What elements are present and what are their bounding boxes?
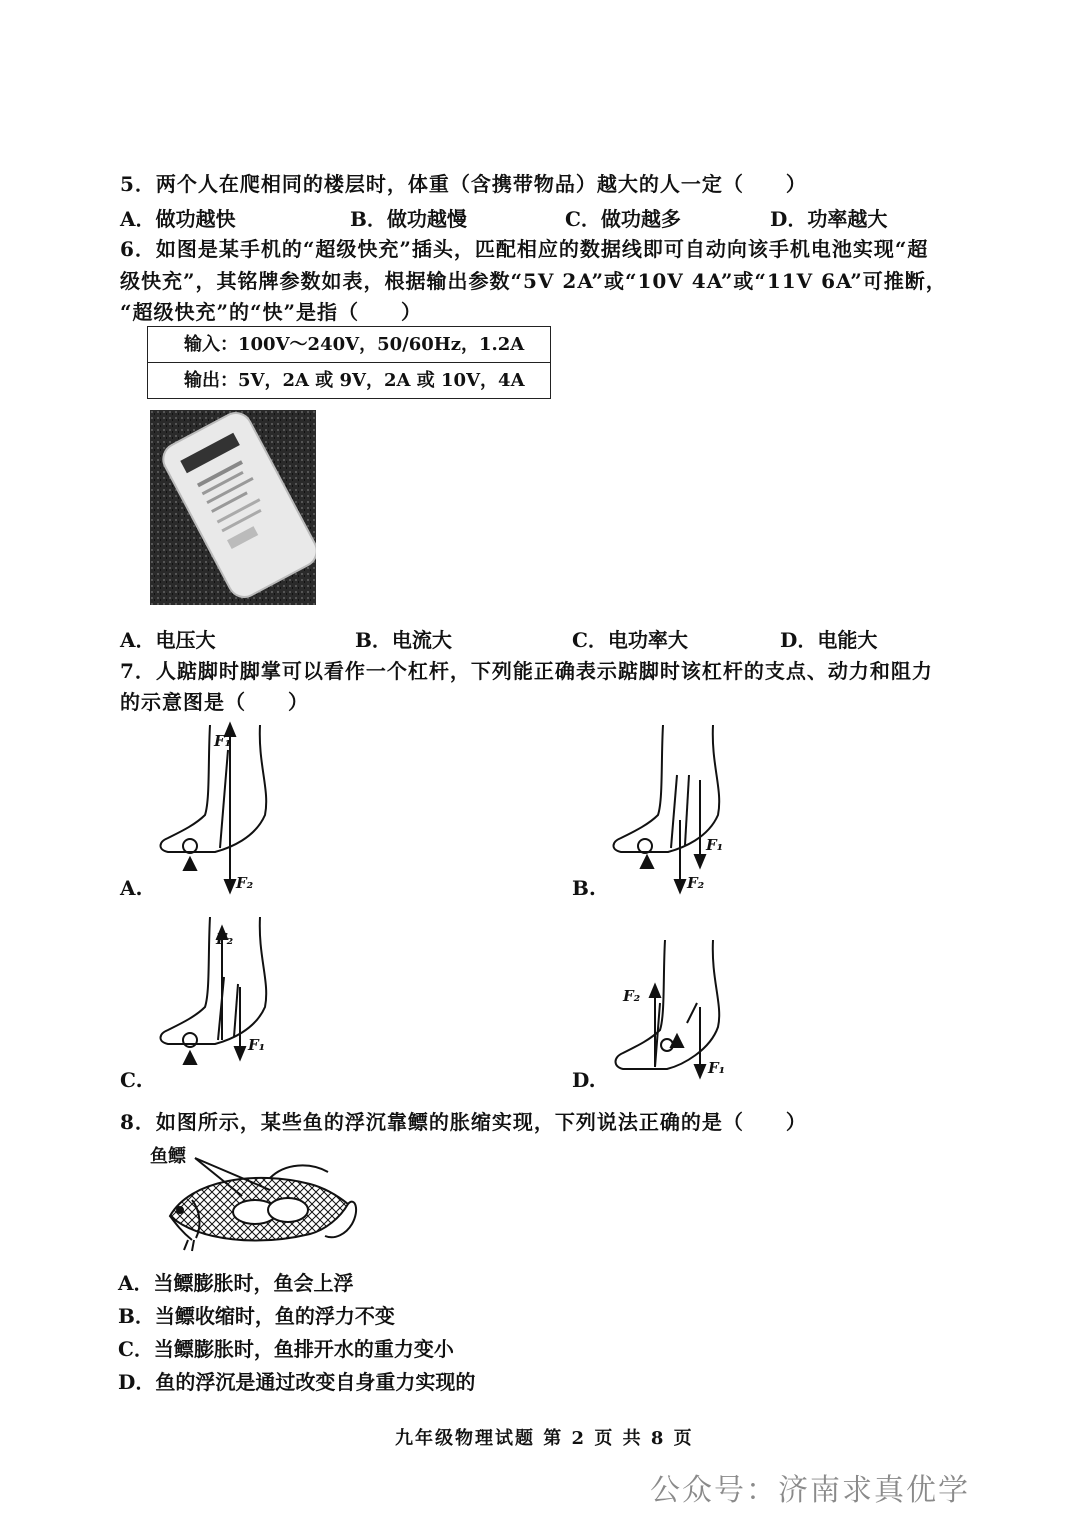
q7-c-force-side: F₁ xyxy=(248,1036,266,1054)
q5-option-b: B．做功越慢 xyxy=(350,207,467,231)
q7-label-c: C. xyxy=(120,1068,143,1092)
q7-figure-c xyxy=(150,912,290,1096)
q7-figure-b xyxy=(605,720,745,904)
q6-option-b: B．电流大 xyxy=(355,628,452,652)
q6-stem-line3: “超级快充”的“快”是指（ ） xyxy=(120,300,423,324)
q6-option-a: A．电压大 xyxy=(120,628,216,652)
q5-stem: 5．两个人在爬相同的楼层时，体重（含携带物品）越大的人一定（ ） xyxy=(120,172,807,196)
fish-bladder-label: 鱼鳔 xyxy=(150,1146,186,1167)
q6-option-c: C．电功率大 xyxy=(572,628,688,652)
q7-figure-a xyxy=(150,720,290,904)
q8-stem: 8．如图所示，某些鱼的浮沉靠鳔的胀缩实现，下列说法正确的是（ ） xyxy=(120,1110,807,1134)
q7-c-force-top: F₂ xyxy=(216,930,234,948)
nameplate-input-row: 输入：100V～240V，50/60Hz，1.2A xyxy=(184,334,525,355)
q7-label-a: A. xyxy=(120,876,143,900)
q7-a-force-top: F₁ xyxy=(214,732,232,750)
q7-d-force-side: F₁ xyxy=(708,1059,726,1077)
q6-stem-line1: 6．如图是某手机的“超级快充”插头，匹配相应的数据线即可自动向该手机电池实现“超 xyxy=(120,237,929,261)
nameplate-table xyxy=(147,326,551,399)
q8-option-b: B．当鳔收缩时，鱼的浮力不变 xyxy=(118,1304,395,1328)
q6-option-d: D．电能大 xyxy=(780,628,878,652)
q7-b-force-bottom: F₂ xyxy=(687,874,705,892)
q7-a-force-bottom: F₂ xyxy=(236,874,254,892)
q7-d-force-top: F₂ xyxy=(623,987,641,1005)
q8-option-d: D．鱼的浮沉是通过改变自身重力实现的 xyxy=(118,1370,476,1394)
q5-option-d: D．功率越大 xyxy=(770,207,888,231)
q7-label-d: D. xyxy=(572,1068,596,1092)
q6-stem-line2: 级快充”，其铭牌参数如表，根据输出参数“5V 2A”或“10V 4A”或“11V 6A”可推断， xyxy=(120,269,947,293)
fish-figure xyxy=(160,1148,360,1257)
q7-figure-d xyxy=(605,935,745,1089)
page-footer: 九年级物理试题 第 2 页 共 8 页 xyxy=(395,1428,694,1449)
q5-option-c: C．做功越多 xyxy=(565,207,681,231)
q5-option-a: A．做功越快 xyxy=(120,207,236,231)
charger-photo xyxy=(150,410,316,605)
q7-stem-line1: 7．人踮脚时脚掌可以看作一个杠杆，下列能正确表示踮脚时该杠杆的支点、动力和阻力 xyxy=(120,659,933,683)
q7-b-force-side: F₁ xyxy=(706,836,724,854)
q8-option-a: A．当鳔膨胀时，鱼会上浮 xyxy=(118,1271,354,1295)
watermark: 公众号：济南求真优学 xyxy=(650,1473,970,1508)
q7-stem-line2: 的示意图是（ ） xyxy=(120,690,309,714)
q7-label-b: B. xyxy=(572,876,596,900)
nameplate-output-row: 输出：5V，2A 或 9V，2A 或 10V，4A xyxy=(148,362,550,398)
q8-option-c: C．当鳔膨胀时，鱼排开水的重力变小 xyxy=(118,1337,454,1361)
